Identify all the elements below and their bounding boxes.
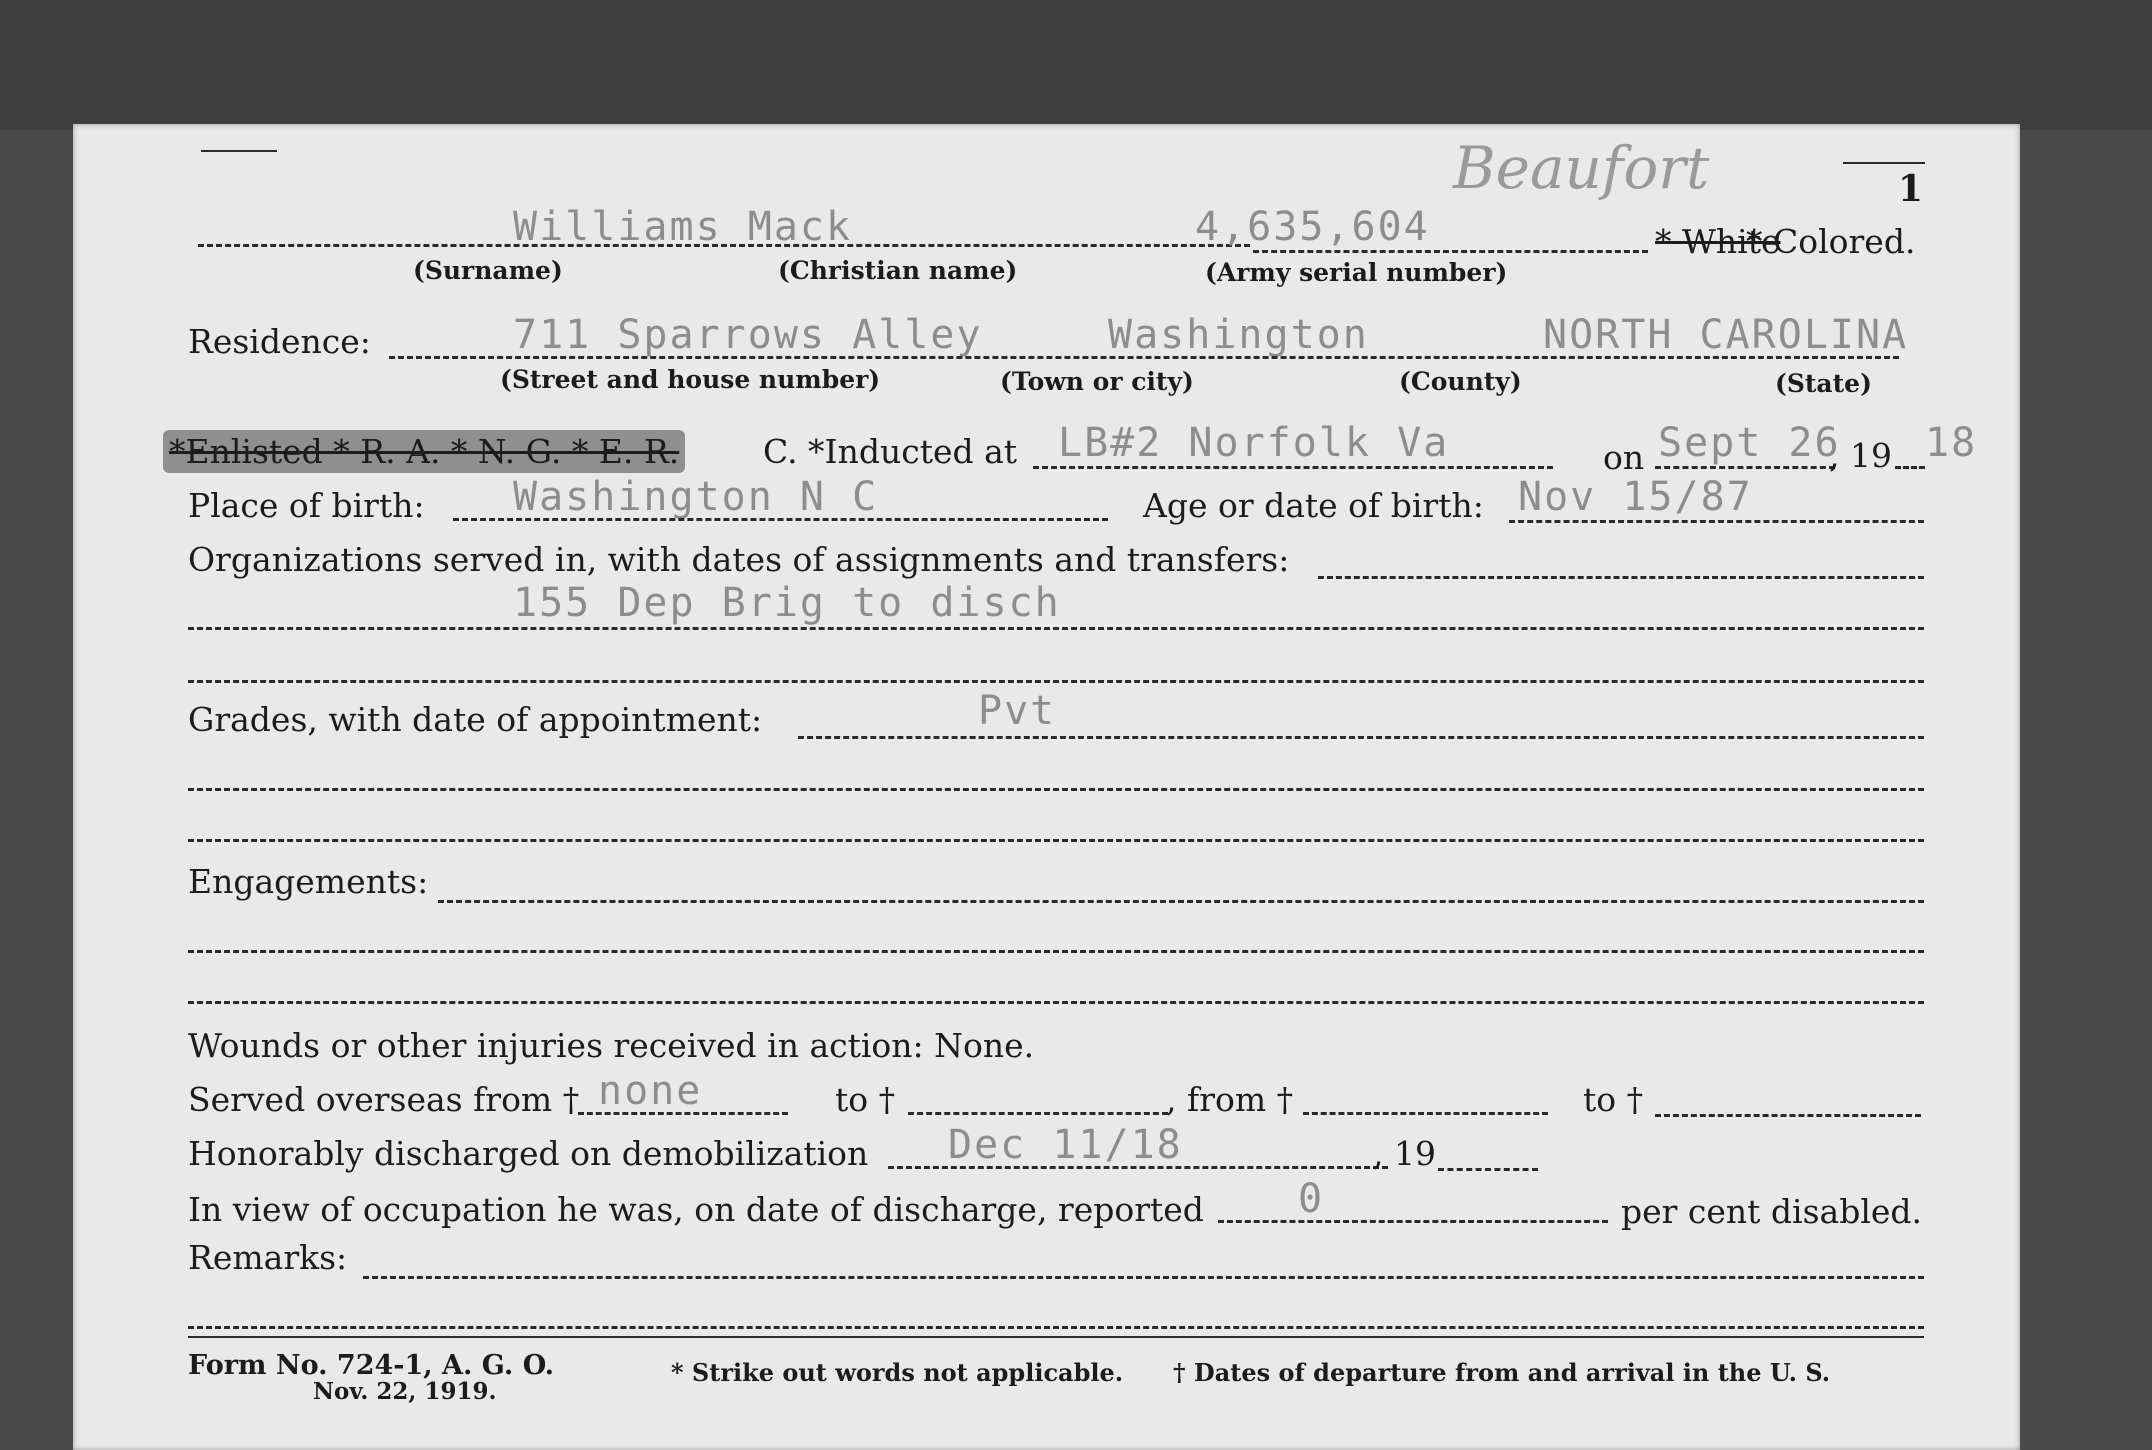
overseas-to2-label: to † — [1583, 1080, 1644, 1119]
place-of-birth: Washington N C — [513, 474, 879, 520]
service-record-card — [73, 124, 2020, 1450]
remarks-line-1 — [363, 1276, 1924, 1279]
disability-line — [1218, 1220, 1608, 1223]
engagements-line-1 — [438, 900, 1924, 903]
soldier-name: Williams Mack — [513, 204, 853, 250]
name-line — [198, 244, 1250, 247]
surname-caption: (Surname) — [413, 256, 563, 285]
state-caption: (State) — [1775, 369, 1872, 398]
departure-dates-note: † Dates of departure from and arrival in the U. S. — [1173, 1358, 1831, 1387]
county-annotation: Beaufort — [1453, 134, 1710, 202]
form-date: Nov. 22, 1919. — [313, 1378, 497, 1405]
background-top — [0, 0, 2152, 130]
organizations-line-3 — [188, 680, 1924, 683]
enlistment-options: *Enlisted * R. A. * N. G. * E. R. — [163, 430, 685, 473]
inducted-year-line — [1895, 466, 1925, 469]
army-serial-number: 4,635,604 — [1195, 204, 1430, 250]
engagements-line-3 — [188, 1001, 1924, 1004]
strike-out-note: * Strike out words not applicable. — [671, 1358, 1124, 1387]
engagements-label: Engagements: — [188, 862, 429, 901]
inducted-place: LB#2 Norfolk Va — [1058, 420, 1450, 466]
grades-value: Pvt — [978, 688, 1057, 734]
race-colored-option: * Colored. — [1746, 222, 1916, 261]
grades-line-1 — [798, 736, 1924, 739]
serial-line — [1253, 250, 1648, 253]
residence-town: Washington — [1108, 312, 1369, 358]
top-right-rule — [1843, 162, 1925, 164]
overseas-to-line — [908, 1112, 1168, 1115]
overseas-from-line — [578, 1112, 788, 1115]
form-number: Form No. 724-1, A. G. O. — [188, 1350, 555, 1381]
inducted-place-line — [1033, 466, 1553, 469]
overseas-from2-label: , from † — [1166, 1080, 1294, 1119]
inducted-date: Sept 26 — [1658, 420, 1841, 466]
inducted-year-prefix: , 19 — [1829, 436, 1892, 475]
date-of-birth: Nov 15/87 — [1518, 474, 1753, 520]
inducted-date-line — [1655, 466, 1835, 469]
discharge-label: Honorably discharged on demobilization — [188, 1134, 869, 1173]
remarks-line-2 — [188, 1326, 1924, 1329]
christian-name-caption: (Christian name) — [778, 256, 1018, 285]
wounds-statement: Wounds or other injuries received in action: None. — [188, 1026, 1035, 1065]
discharge-year-line — [1438, 1168, 1538, 1171]
disability-suffix: per cent disabled. — [1621, 1192, 1923, 1231]
discharge-date-line — [888, 1166, 1388, 1169]
date-of-birth-line — [1509, 520, 1924, 523]
served-overseas-from: none — [598, 1068, 703, 1114]
race-white-option: * White — [1655, 222, 1781, 261]
organizations-line-1 — [1318, 576, 1924, 579]
engagements-line-2 — [188, 950, 1924, 953]
disability-value: 0 — [1298, 1176, 1325, 1222]
overseas-to2-line — [1655, 1114, 1921, 1117]
place-of-birth-label: Place of birth: — [188, 486, 425, 525]
residence-line — [389, 356, 1899, 359]
serial-caption: (Army serial number) — [1205, 258, 1508, 287]
residence-state: NORTH CAROLINA — [1543, 312, 1909, 358]
inducted-label: C. *Inducted at — [763, 432, 1018, 471]
inducted-year: 18 — [1925, 420, 1978, 466]
place-of-birth-line — [453, 518, 1108, 521]
residence-label: Residence: — [188, 322, 371, 361]
remarks-label: Remarks: — [188, 1238, 348, 1277]
organizations-value: 155 Dep Brig to disch — [513, 580, 1061, 626]
discharge-year-prefix: , 19 — [1373, 1134, 1436, 1173]
discharge-date: Dec 11/18 — [948, 1122, 1183, 1168]
overseas-to-label: to † — [835, 1080, 896, 1119]
card-number: 1 — [1898, 168, 1924, 210]
grades-label: Grades, with date of appointment: — [188, 700, 763, 739]
inducted-on-label: on — [1603, 438, 1645, 477]
grades-line-2 — [188, 788, 1924, 791]
residence-street: 711 Sparrows Alley — [513, 312, 983, 358]
street-caption: (Street and house number) — [500, 365, 881, 394]
footer-divider — [188, 1336, 1924, 1338]
organizations-label: Organizations served in, with dates of assignments and transfers: — [188, 540, 1290, 579]
organizations-line-2 — [188, 627, 1924, 630]
overseas-from2-line — [1303, 1112, 1548, 1115]
date-of-birth-label: Age or date of birth: — [1143, 486, 1484, 525]
grades-line-3 — [188, 839, 1924, 842]
served-overseas-label: Served overseas from † — [188, 1080, 580, 1119]
town-caption: (Town or city) — [1000, 367, 1194, 396]
disability-label: In view of occupation he was, on date of discharge, reported — [188, 1190, 1204, 1229]
county-caption: (County) — [1399, 367, 1522, 396]
top-left-rule — [201, 150, 277, 152]
